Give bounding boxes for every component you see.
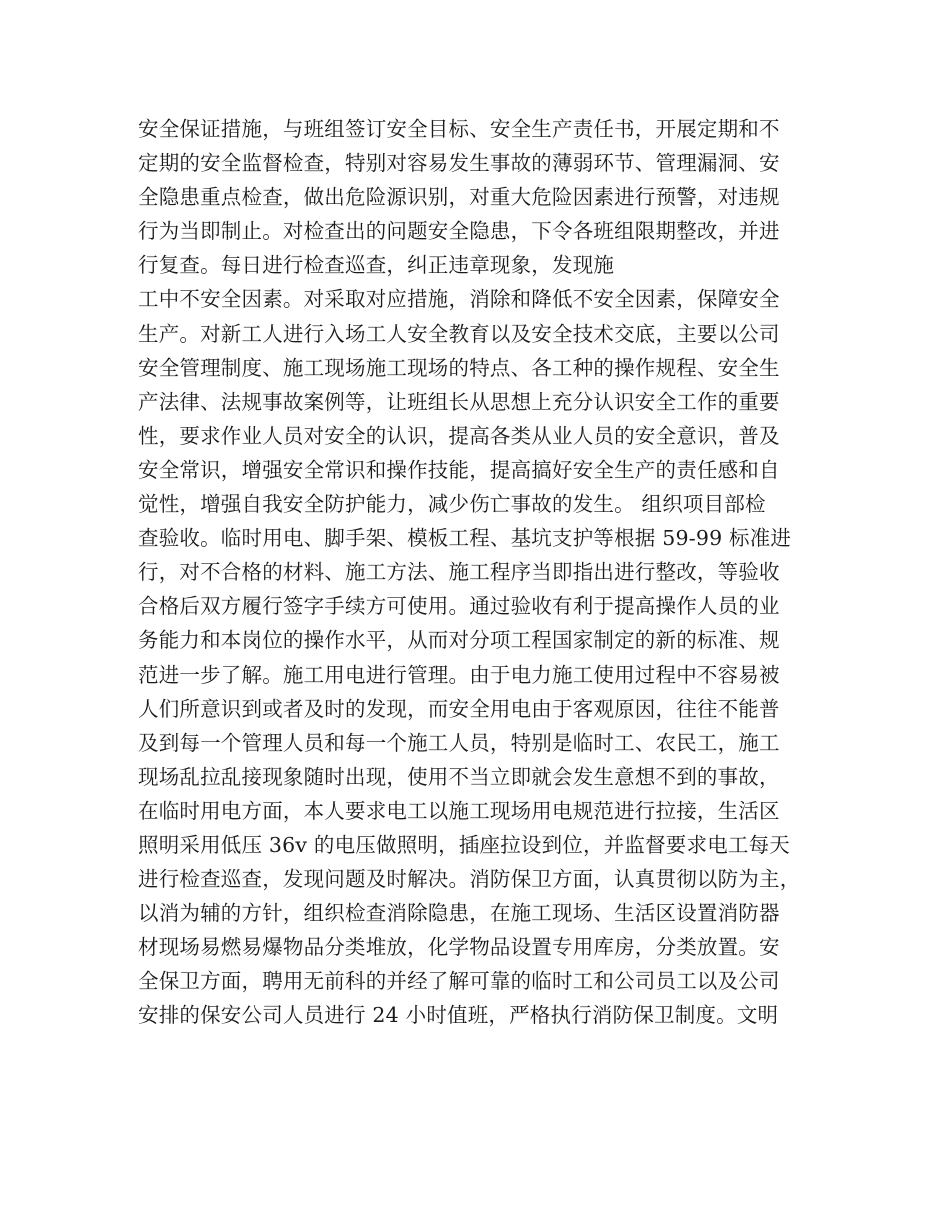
text-line: 行，对不合格的材料、施工方法、施工程序当即指出进行整改，等验收 (138, 560, 780, 585)
text-line: 性，要求作业人员对安全的认识，提高各类从业人员的安全意识，普及 (138, 423, 780, 448)
text-line: 以消为辅的方针，组织检查消除隐患，在施工现场、生活区设置消防器 (138, 901, 780, 926)
text-line: 工中不安全因素。对采取对应措施，消除和降低不安全因素，保障安全 (138, 287, 780, 312)
text-line: 安全保证措施，与班组签订安全目标、安全生产责任书，开展定期和不 (138, 117, 780, 141)
text-line: 在临时用电方面，本人要求电工以施工现场用电规范进行拉接，生活区 (138, 798, 780, 823)
text-line: 定期的安全监督检查，特别对容易发生事故的薄弱环节、管理漏洞、安 (138, 151, 780, 176)
text-line: 查验收。临时用电、脚手架、模板工程、基坑支护等根据 59-99 标准进 (138, 526, 792, 551)
text-line: 安全常识，增强安全常识和操作技能，提高搞好安全生产的责任感和自 (138, 457, 780, 482)
text-line: 人们所意识到或者及时的发现，而安全用电由于客观原因，往往不能普 (138, 696, 780, 721)
text-line: 合格后双方履行签字手续方可使用。通过验收有利于提高操作人员的业 (138, 594, 780, 619)
text-line: 务能力和本岗位的操作水平，从而对分项工程国家制定的新的标准、规 (138, 628, 780, 653)
text-line: 范进一步了解。施工用电进行管理。由于电力施工使用过程中不容易被 (138, 662, 780, 687)
text-line: 全隐患重点检查，做出危险源识别，对重大危险因素进行预警，对违规 (138, 185, 780, 210)
text-line: 全保卫方面，聘用无前科的并经了解可靠的临时工和公司员工以及公司 (138, 969, 780, 994)
text-line: 行为当即制止。对检查出的问题安全隐患，下令各班组限期整改，并进 (138, 219, 780, 244)
text-line: 生产。对新工人进行入场工人安全教育以及安全技术交底，主要以公司 (138, 321, 780, 346)
text-line: 行复查。每日进行检查巡查，纠正违章现象，发现施 (138, 253, 615, 278)
text-line: 及到每一个管理人员和每一个施工人员，特别是临时工、农民工，施工 (138, 730, 780, 755)
text-line: 材现场易燃易爆物品分类堆放，化学物品设置专用库房，分类放置。安 (138, 935, 780, 960)
body-text (138, 112, 838, 1033)
text-line: 现场乱拉乱接现象随时出现，使用不当立即就会发生意想不到的事故， (138, 764, 780, 789)
text-line: 照明采用低压 36v 的电压做照明，插座拉设到位，并监督要求电工每天 (138, 832, 790, 857)
text-line: 安全管理制度、施工现场施工现场的特点、各工种的操作规程、安全生 (138, 355, 780, 380)
text-line: 觉性，增强自我安全防护能力，减少伤亡事故的发生。 组织项目部检 (138, 492, 766, 517)
text-line: 产法律、法规事故案例等，让班组长从思想上充分认识安全工作的重要 (138, 389, 780, 414)
text-line: 进行检查巡查，发现问题及时解决。消防保卫方面，认真贯彻以防为主， (138, 867, 801, 892)
text-line: 安排的保安公司人员进行 24 小时值班，严格执行消防保卫制度。文明 (138, 1003, 779, 1028)
